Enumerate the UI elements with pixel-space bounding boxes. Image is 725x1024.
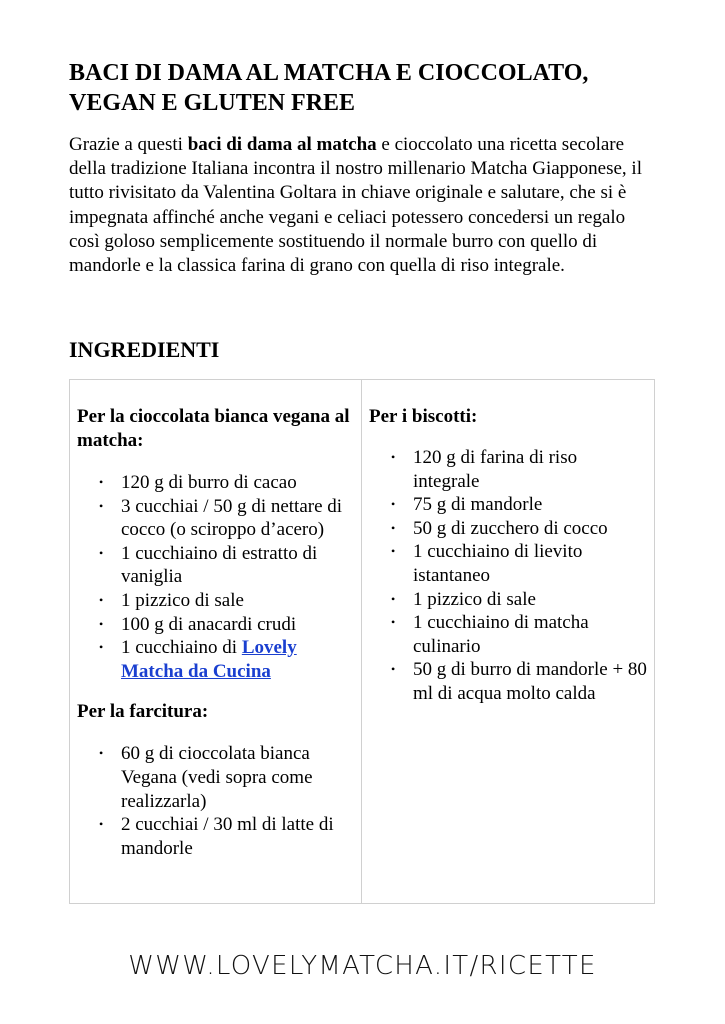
list-item: • 1 pizzico di sale [77,589,354,613]
list-item: • 50 g di zucchero di cocco [369,517,647,541]
list-item: • 1 pizzico di sale [369,588,647,612]
list-item: • 50 g di burro di mandorle + 80 ml di acqua molto calda [369,658,647,705]
biscuits-list [369,446,647,706]
filling-list [77,742,354,860]
list-item: • 2 cucchiai / 30 ml di latte di mandorle [77,813,354,860]
list-item [77,636,354,683]
intro-text-end: e cioccolato una ricetta secolare della tradizione Italiana incontra il nostro millenario Matcha Giapponese, il tutto rivisitato da Valentina Goltara in chiave originale e salutare, che si è impegnata affinché anche vegani e celiaci potessero concedersi un regalo così goloso semplicemente sostituendo il normale burro con quello di mandorle e la classica farina di grano con quella di riso integrale. [69,134,642,277]
list-item: • 60 g di cioccolata bianca Vegana (vedi sopra come realizzarla) [77,742,354,813]
matcha-item-prefix: 1 cucchiaino di [121,637,242,659]
intro-paragraph [69,133,659,278]
ingredients-table [69,379,655,904]
list-item: • 120 g di burro di cacao [77,471,354,495]
ingredients-heading: INGREDIENTI [69,337,220,362]
biscuits-heading: Per i biscotti: [369,406,478,427]
chocolate-heading: Per la cioccolata bianca vegana al matcha: [77,406,350,451]
list-item: • 120 g di farina di riso integrale [369,446,647,493]
right-column [362,380,654,903]
list-item: • 1 cucchiaino di matcha culinario [369,611,647,658]
chocolate-list [77,471,354,683]
lovely-matcha-link[interactable]: Lovely Matcha da Cucina [121,637,297,682]
intro-text-start: Grazie a questi [69,134,188,155]
filling-heading: Per la farcitura: [77,701,209,723]
list-item: • 3 cucchiai / 50 g di nettare di cocco (o sciroppo d’acero) [77,495,354,542]
list-item: • 75 g di mandorle [369,493,647,517]
list-item: • 1 cucchiaino di estratto di vaniglia [77,542,354,589]
left-column [70,380,362,903]
list-item: • 100 g di anacardi crudi [77,613,354,637]
intro-bold-phrase: baci di dama al matcha [187,134,377,155]
recipe-title: BACI DI DAMA AL MATCHA E CIOCCOLATO, VEGAN E GLUTEN FREE [69,60,589,116]
list-item: • 1 cucchiaino di lievito istantaneo [369,540,647,587]
website-footer: WWW.LOVELYMATCHA.IT/RICETTE [128,951,597,981]
